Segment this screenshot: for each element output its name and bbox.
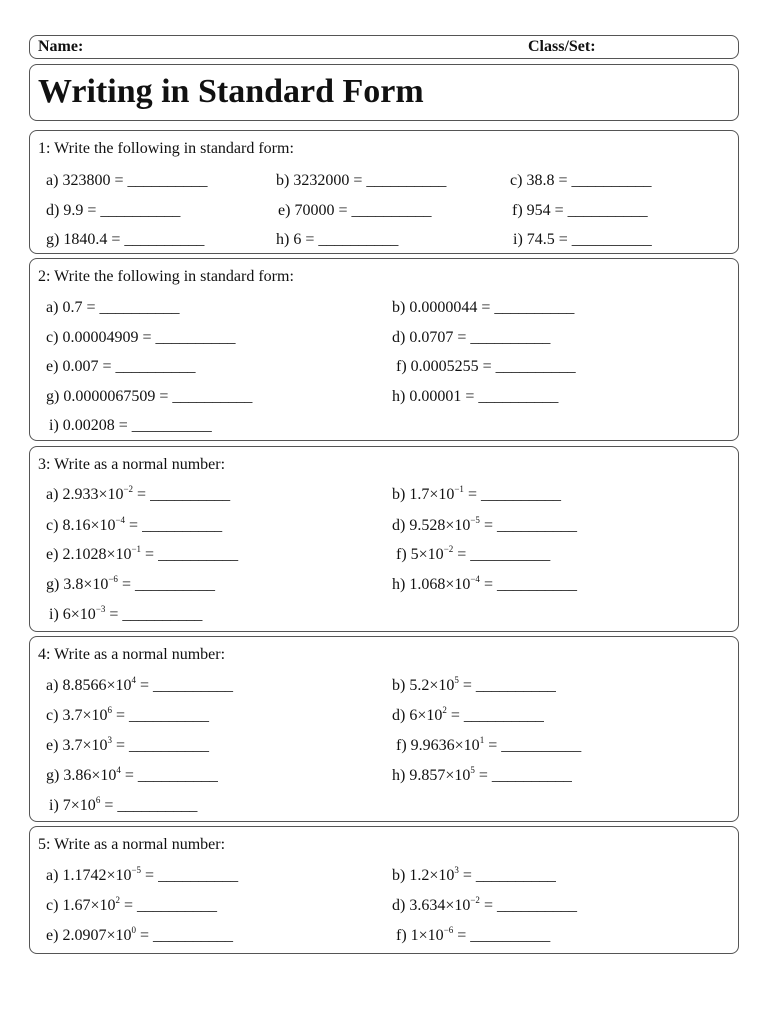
question-item: c) $8.16\times 10^{-4}$ = __________	[46, 515, 223, 534]
question-item: i) 0.00208 = __________	[49, 417, 212, 434]
question-item: g) 0.0000067509 = __________	[46, 388, 253, 405]
question-item: b) $1.2\times 10^3$ = __________	[392, 865, 556, 884]
section-heading: 2: Write the following in standard form:	[38, 268, 294, 285]
question-item: g) $3.86\times 10^4$ = __________	[46, 765, 218, 784]
question-item: f) 0.0005255 = __________	[396, 358, 576, 375]
section-heading: 3: Write as a normal number:	[38, 456, 226, 473]
question-item: e) 0.007 = __________	[46, 358, 196, 375]
question-item: e) 70000 = __________	[278, 202, 432, 219]
question-item: h) 0.00001 = __________	[392, 388, 559, 405]
section-3	[29, 446, 739, 632]
question-item: i) $7\times 10^6$ = __________	[49, 795, 198, 814]
question-item: e) $3.7\times 10^3$ = __________	[46, 735, 209, 754]
section-5	[29, 826, 739, 954]
question-item: f) $9.9636\times 10^1$ = __________	[396, 735, 582, 754]
question-item: b) $1.7\times 10^{-1}$ = __________	[392, 484, 561, 503]
question-item: a) $8.8566\times 10^4$ = __________	[46, 675, 233, 694]
question-item: i) $6\times 10^{-3}$ = __________	[49, 604, 203, 623]
question-item: g) $3.8\times 10^{-6}$ = __________	[46, 574, 215, 593]
question-item: a) $1.1742\times 10^{-5}$ = __________	[46, 865, 239, 884]
question-item: e) $2.0907\times 10^0$ = __________	[46, 925, 233, 944]
question-item: i) 74.5 = __________	[513, 231, 652, 248]
question-item: c) 38.8 = __________	[510, 172, 652, 189]
question-item: d) $6\times 10^2$ = __________	[392, 705, 544, 724]
question-item: a) 0.7 = __________	[46, 299, 180, 316]
question-item: h) $9.857\times 10^5$ = __________	[392, 765, 572, 784]
class-set-label: Class/Set:	[528, 38, 596, 55]
question-item: c) 0.00004909 = __________	[46, 329, 236, 346]
question-item: a) 323800 = __________	[46, 172, 208, 189]
question-item: d) 9.9 = __________	[46, 202, 181, 219]
question-item: a) $2.933\times 10^{-2}$ = __________	[46, 484, 231, 503]
question-item: b) 0.0000044 = __________	[392, 299, 575, 316]
question-item: d) $3.634\times 10^{-2}$ = __________	[392, 895, 577, 914]
question-item: b) $5.2\times 10^5$ = __________	[392, 675, 556, 694]
section-4	[29, 636, 739, 822]
page-title: Writing in Standard Form	[38, 73, 424, 110]
question-item: c) $1.67\times 10^2$ = __________	[46, 895, 217, 914]
section-heading: 4: Write as a normal number:	[38, 646, 226, 663]
section-1	[29, 130, 739, 254]
question-item: d) $9.528\times 10^{-5}$ = __________	[392, 515, 577, 534]
section-heading: 1: Write the following in standard form:	[38, 140, 294, 157]
question-item: g) 1840.4 = __________	[46, 231, 205, 248]
question-item: h) $1.068\times 10^{-4}$ = __________	[392, 574, 577, 593]
title-box	[29, 64, 739, 121]
question-item: f) 954 = __________	[512, 202, 648, 219]
question-item: f) $5\times 10^{-2}$ = __________	[396, 544, 551, 563]
question-item: b) 3232000 = __________	[276, 172, 447, 189]
name-label: Name:	[38, 38, 84, 55]
section-2	[29, 258, 739, 441]
question-item: d) 0.0707 = __________	[392, 329, 551, 346]
section-heading: 5: Write as a normal number:	[38, 836, 226, 853]
question-item: e) $2.1028\times 10^{-1}$ = __________	[46, 544, 239, 563]
name-class-header	[29, 35, 739, 59]
question-item: h) 6 = __________	[276, 231, 399, 248]
question-item: c) $3.7\times 10^6$ = __________	[46, 705, 209, 724]
question-item: f) $1\times 10^{-6}$ = __________	[396, 925, 551, 944]
